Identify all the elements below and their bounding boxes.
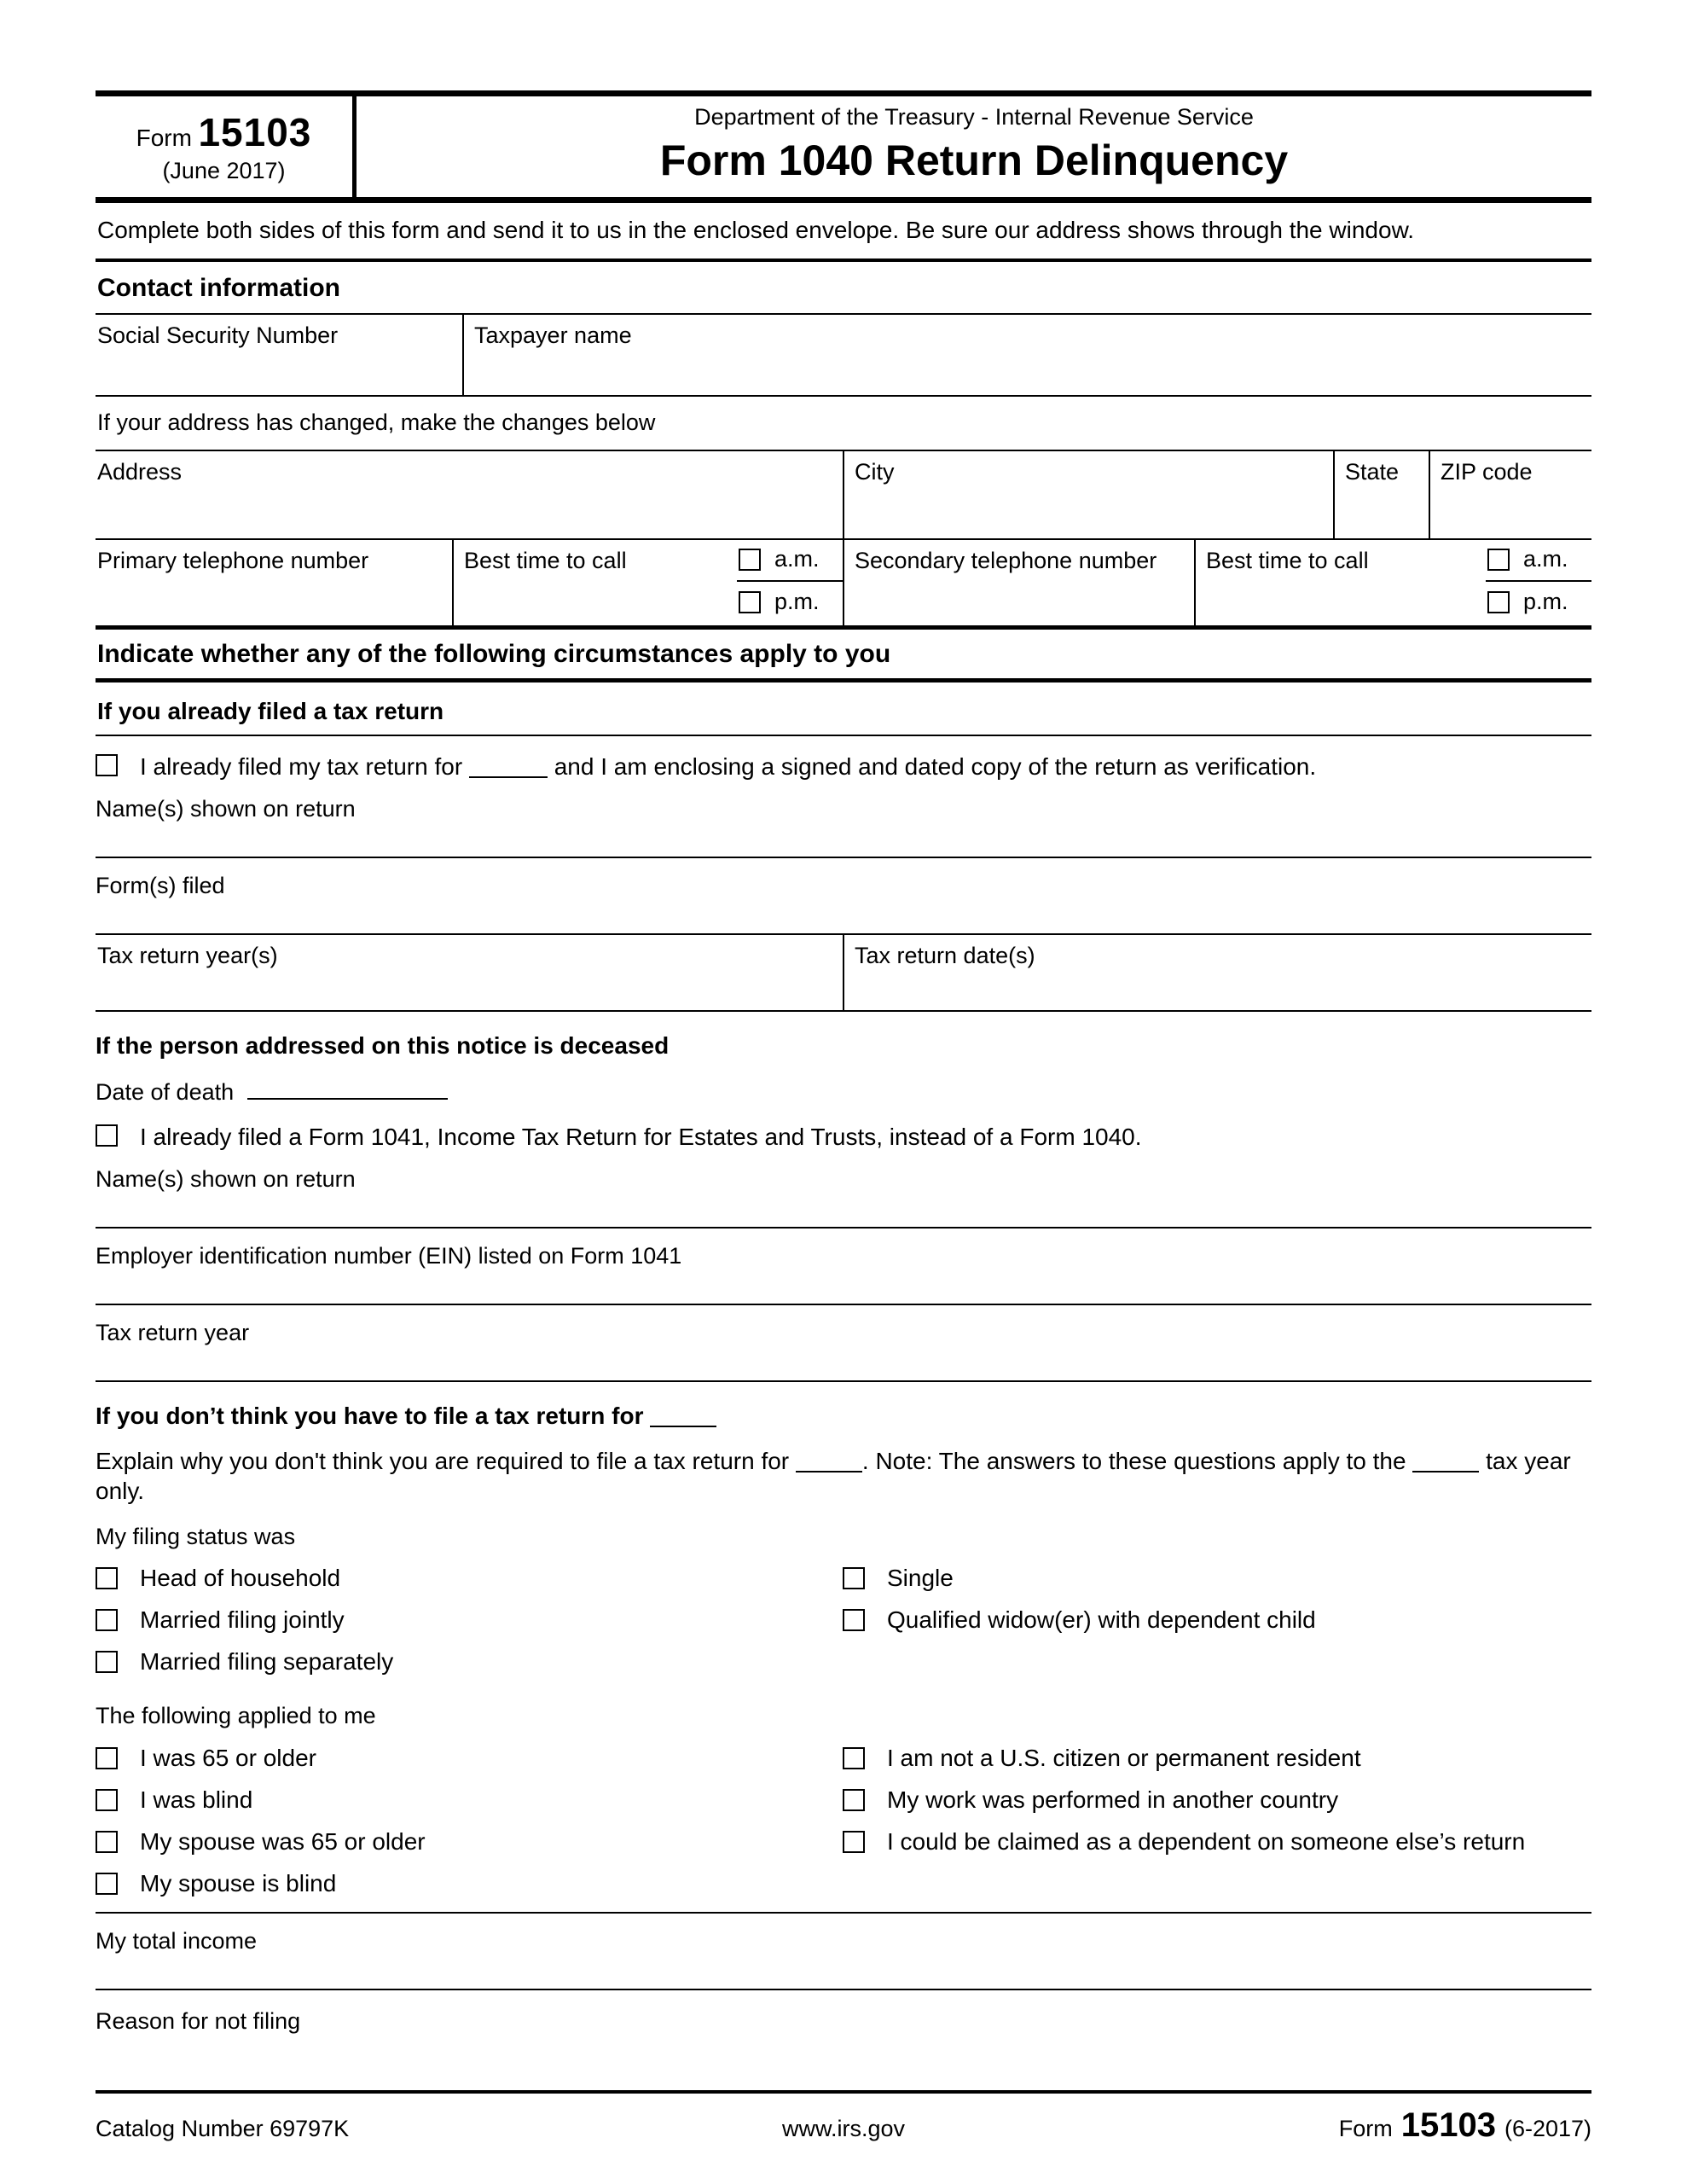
taxpayer-name-field[interactable] [462, 315, 1591, 395]
primary-phone-label: Primary telephone number [97, 547, 369, 573]
filing-status-label: My filing status was [96, 1523, 296, 1549]
address-field[interactable] [96, 451, 843, 538]
zip-field[interactable] [1429, 451, 1591, 538]
form-number-block [96, 96, 357, 197]
address-change-note: If your address has changed, make the changes below [96, 397, 1591, 451]
tax-return-dates-field[interactable] [843, 935, 1591, 1010]
already-filed-heading: If you already filed a tax return [96, 682, 1591, 736]
applied-row [96, 1743, 1591, 1773]
total-income-field-group [96, 1927, 1591, 1990]
already-filed-year-blank[interactable] [469, 756, 548, 778]
option-spouse-65-or-older[interactable] [96, 1827, 843, 1856]
checkbox-qualified-widow[interactable] [843, 1609, 865, 1631]
label-65-or-older: I was 65 or older [140, 1745, 316, 1771]
label-married-separately: Married filing separately [140, 1648, 394, 1676]
zip-label: ZIP code [1441, 458, 1533, 485]
tax-return-years-field[interactable] [96, 935, 843, 1010]
tax-return-years-label: Tax return year(s) [97, 942, 278, 968]
form-1041-checkbox[interactable] [96, 1124, 118, 1147]
explain-year-blank-1[interactable] [796, 1450, 862, 1472]
form-1041-option[interactable] [96, 1122, 1591, 1152]
deceased-year-field-group [96, 1319, 1591, 1382]
total-income-label: My total income [96, 1928, 258, 1954]
explain-text-mid: . Note: The answers to these questions apply to the [861, 1447, 1406, 1474]
checkbox-blind[interactable] [96, 1789, 118, 1811]
form-header [96, 90, 1591, 203]
secondary-phone-label: Secondary telephone number [855, 547, 1157, 573]
already-filed-text-pre: I already filed my tax return for [140, 753, 463, 780]
pm-checkbox-secondary[interactable] [1487, 591, 1510, 613]
checkbox-married-separately[interactable] [96, 1651, 118, 1673]
option-work-abroad[interactable] [843, 1785, 1338, 1815]
checkbox-head-of-household[interactable] [96, 1567, 118, 1589]
city-field[interactable] [843, 451, 1333, 538]
state-field[interactable] [1333, 451, 1429, 538]
forms-filed-field[interactable] [96, 901, 1591, 935]
forms-filed-label: Form(s) filed [96, 872, 225, 898]
total-income-field[interactable] [96, 1956, 1591, 1990]
date-of-death-label: Date of death [96, 1078, 235, 1105]
pm-checkbox-primary[interactable] [739, 591, 761, 613]
best-time-secondary-label: Best time to call [1206, 547, 1369, 573]
label-not-us-citizen: I am not a U.S. citizen or permanent resident [887, 1745, 1361, 1771]
department-line: Department of the Treasury - Internal Revenue Service [694, 104, 1254, 130]
option-blind[interactable] [96, 1785, 843, 1815]
label-single: Single [887, 1565, 954, 1592]
checkbox-not-us-citizen[interactable] [843, 1747, 865, 1769]
footer-form-revision: (6-2017) [1504, 2116, 1592, 2141]
not-required-heading [96, 1401, 1591, 1431]
deceased-names-label: Name(s) shown on return [96, 1166, 356, 1193]
label-qualified-widow: Qualified widow(er) with dependent child [887, 1606, 1316, 1634]
option-not-us-citizen[interactable] [843, 1743, 1361, 1773]
footer-form-word: Form [1338, 2116, 1393, 2141]
tax-return-dates-label: Tax return date(s) [855, 942, 1035, 968]
checkbox-claimed-dependent[interactable] [843, 1831, 865, 1853]
label-married-jointly: Married filing jointly [140, 1606, 345, 1634]
form-id-line [136, 108, 312, 158]
ssn-label: Social Security Number [97, 322, 339, 348]
option-65-or-older[interactable] [96, 1743, 843, 1773]
best-time-primary-cell [452, 540, 843, 625]
option-married-jointly[interactable] [96, 1605, 843, 1635]
explain-paragraph [96, 1446, 1591, 1506]
am-checkbox-primary[interactable] [739, 549, 761, 571]
secondary-phone-field[interactable] [843, 540, 1194, 625]
date-of-death-group [96, 1077, 1591, 1107]
ein-field[interactable] [96, 1271, 1591, 1305]
checkbox-spouse-65-or-older[interactable] [96, 1831, 118, 1853]
option-spouse-blind[interactable] [96, 1868, 843, 1898]
applied-row [96, 1785, 1591, 1815]
form-title-block [357, 96, 1591, 197]
form-word: Form [136, 124, 192, 151]
address-label: Address [97, 458, 183, 485]
footer-form-id [1093, 2104, 1591, 2146]
option-qualified-widow[interactable] [843, 1605, 1316, 1635]
pm-label-primary: p.m. [774, 589, 820, 615]
form-number: 15103 [198, 109, 312, 154]
checkbox-65-or-older[interactable] [96, 1747, 118, 1769]
pm-label-secondary: p.m. [1523, 589, 1568, 615]
city-label: City [855, 458, 895, 485]
reason-not-filing-label: Reason for not filing [96, 2007, 301, 2034]
circumstances-section-title: Indicate whether any of the following circumstances apply to you [96, 625, 1591, 683]
forms-filed-field-group [96, 872, 1591, 935]
am-option-secondary[interactable] [1486, 540, 1591, 582]
contact-section-title: Contact information [96, 262, 1591, 315]
filing-status-row [96, 1605, 1591, 1635]
filed-names-field[interactable] [96, 824, 1591, 858]
label-claimed-dependent: I could be claimed as a dependent on someone else’s return [887, 1828, 1526, 1855]
deceased-names-field-group [96, 1165, 1591, 1228]
already-filed-checkbox[interactable] [96, 754, 118, 776]
deceased-year-label: Tax return year [96, 1319, 250, 1345]
already-filed-option[interactable] [96, 752, 1591, 781]
option-single[interactable] [843, 1563, 954, 1593]
label-spouse-65-or-older: My spouse was 65 or older [140, 1828, 426, 1855]
already-filed-text-post: and I am enclosing a signed and dated copy of the return as verification. [554, 753, 1317, 780]
date-of-death-blank[interactable] [247, 1077, 448, 1100]
form-title: Form 1040 Return Delinquency [659, 136, 1289, 184]
label-spouse-blind: My spouse is blind [140, 1870, 337, 1896]
already-filed-statement [140, 752, 1591, 781]
form-footer [96, 2090, 1591, 2146]
filing-status-grid [96, 1563, 1591, 1676]
filing-status-row [96, 1647, 1591, 1676]
explain-year-blank-2[interactable] [1412, 1450, 1479, 1472]
best-time-secondary-cell [1194, 540, 1591, 625]
not-required-heading-text: If you don’t think you have to file a tax return for [96, 1402, 644, 1429]
explain-text-post: tax year only. [96, 1447, 1571, 1504]
ssn-field[interactable] [96, 315, 462, 395]
am-checkbox-secondary[interactable] [1487, 549, 1510, 571]
catalog-number: Catalog Number 69797K [96, 2116, 350, 2141]
taxpayer-name-label: Taxpayer name [474, 322, 632, 348]
ampm-secondary-group [1486, 540, 1591, 625]
form-revision: (June 2017) [162, 158, 286, 183]
pm-option-secondary[interactable] [1486, 582, 1591, 624]
option-head-of-household[interactable] [96, 1563, 843, 1593]
applied-row [96, 1827, 1591, 1856]
deceased-heading: If the person addressed on this notice is deceased [96, 1031, 670, 1059]
phone-row [96, 540, 1591, 625]
checkbox-single[interactable] [843, 1567, 865, 1589]
pm-option-primary[interactable] [737, 582, 843, 624]
checkbox-spouse-blind[interactable] [96, 1873, 118, 1895]
best-time-primary-label: Best time to call [464, 547, 627, 573]
ein-label: Employer identification number (EIN) listed on Form 1041 [96, 1243, 682, 1269]
filed-names-label: Name(s) shown on return [96, 796, 356, 822]
label-blind: I was blind [140, 1786, 253, 1813]
form-1041-statement: I already filed a Form 1041, Income Tax Return for Estates and Trusts, instead of a Form 1040. [140, 1124, 1142, 1151]
ssn-taxpayer-row [96, 315, 1591, 397]
am-label-primary: a.m. [774, 546, 820, 572]
primary-phone-field[interactable] [96, 540, 452, 625]
state-label: State [1345, 458, 1400, 485]
checkbox-married-jointly[interactable] [96, 1609, 118, 1631]
not-required-year-blank[interactable] [650, 1405, 716, 1427]
year-date-row [96, 935, 1591, 1012]
ampm-primary-group [737, 540, 843, 625]
applied-grid [96, 1743, 1591, 1914]
ein-field-group [96, 1242, 1591, 1305]
applied-label: The following applied to me [96, 1703, 376, 1729]
filing-status-row [96, 1563, 1591, 1593]
footer-form-number: 15103 [1400, 2106, 1496, 2144]
irs-website: www.irs.gov [781, 2116, 906, 2141]
address-row [96, 451, 1591, 540]
option-married-separately[interactable] [96, 1647, 843, 1676]
instruction-line: Complete both sides of this form and send it to us in the enclosed envelope. Be sure our address shows through the window. [96, 203, 1591, 262]
label-work-abroad: My work was performed in another country [887, 1786, 1339, 1813]
am-label-secondary: a.m. [1523, 546, 1568, 572]
deceased-year-field[interactable] [96, 1348, 1591, 1382]
am-option-primary[interactable] [737, 540, 843, 582]
option-claimed-dependent[interactable] [843, 1827, 1525, 1856]
explain-text-pre: Explain why you don't think you are required to file a tax return for [96, 1447, 790, 1474]
label-head-of-household: Head of household [140, 1565, 341, 1592]
checkbox-work-abroad[interactable] [843, 1789, 865, 1811]
deceased-names-field[interactable] [96, 1194, 1591, 1228]
filed-names-field-group [96, 795, 1591, 858]
applied-row [96, 1868, 1591, 1898]
